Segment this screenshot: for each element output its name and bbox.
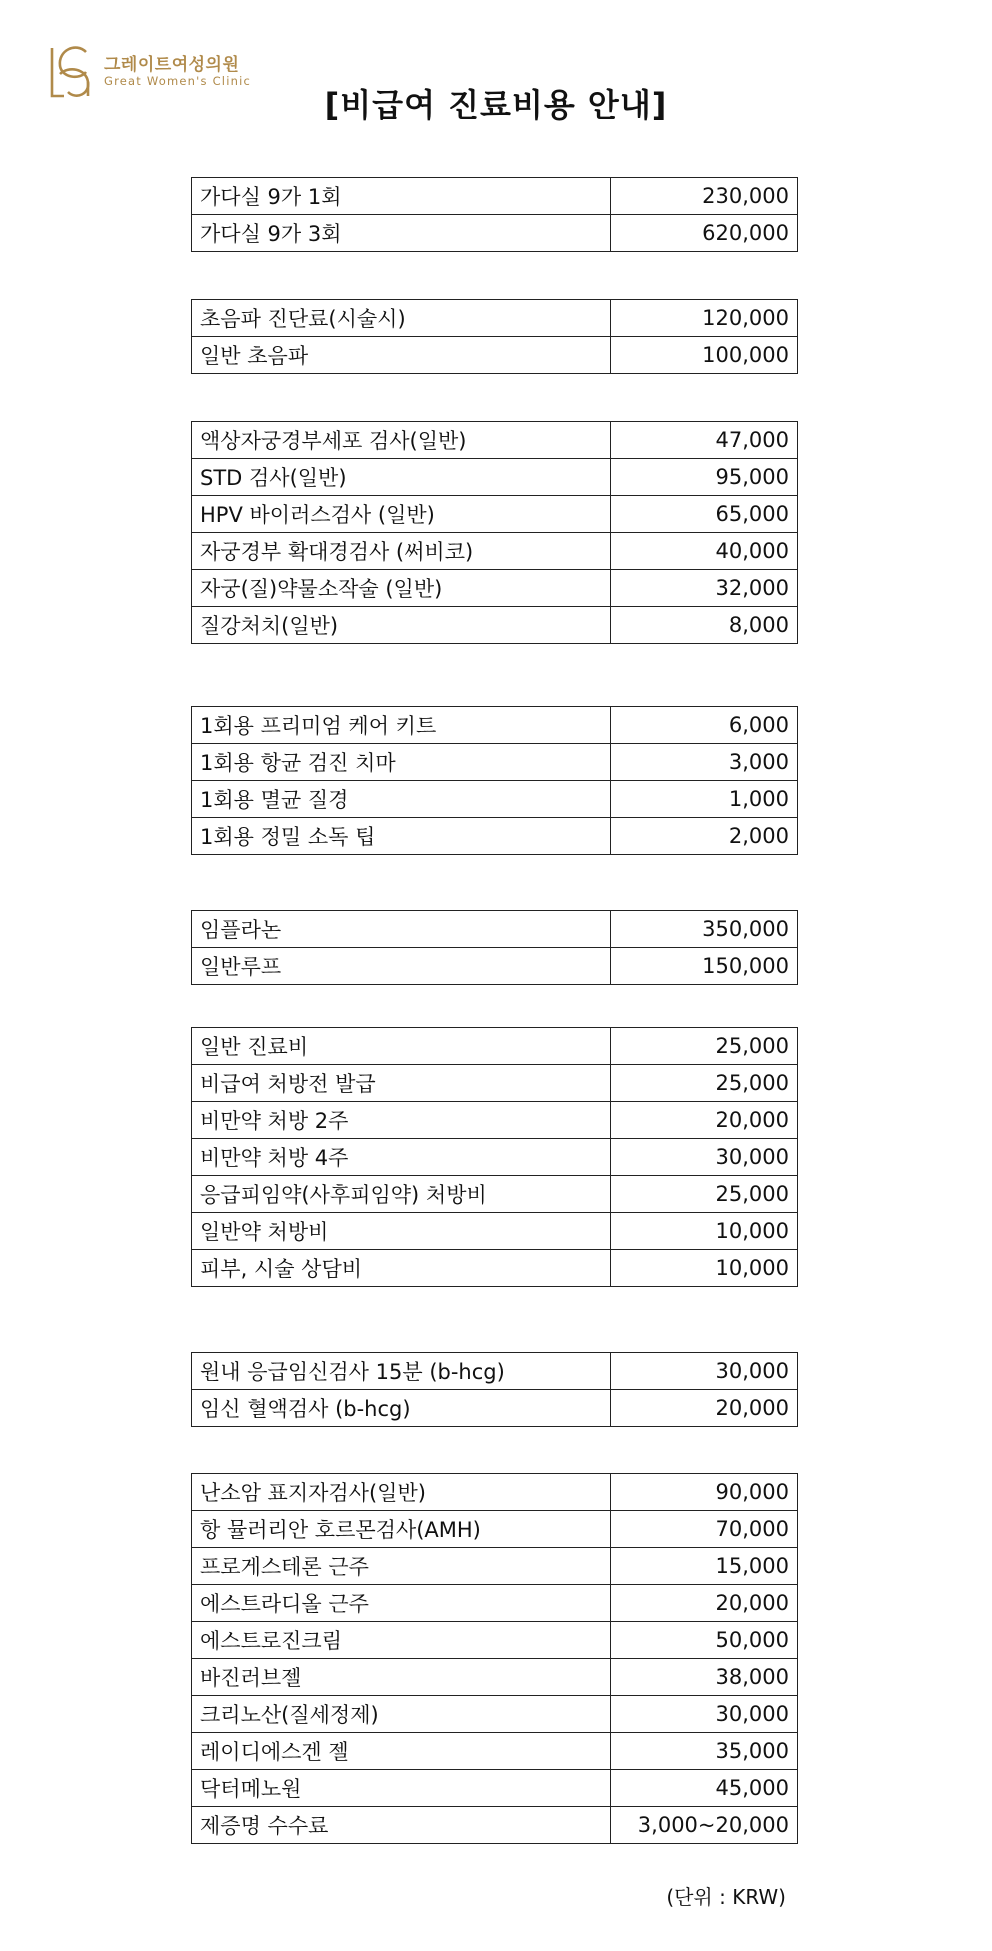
table-row: [192, 1548, 798, 1585]
table-row: [192, 911, 798, 948]
service-price: 20,000: [611, 1585, 798, 1622]
service-name: 1회용 프리미엄 케어 키트: [192, 707, 611, 744]
logo-name-en: Great Women's Clinic: [104, 74, 252, 88]
table-row: [192, 1659, 798, 1696]
service-name: 질강처치(일반): [192, 607, 611, 644]
service-name: 1회용 멸균 질경: [192, 781, 611, 818]
service-name: 자궁(질)약물소작술 (일반): [192, 570, 611, 607]
service-price: 15,000: [611, 1548, 798, 1585]
table-row: [192, 496, 798, 533]
service-name: STD 검사(일반): [192, 459, 611, 496]
service-price: 20,000: [611, 1102, 798, 1139]
table-row: [192, 1102, 798, 1139]
service-name: 항 뮬러리안 호르몬검사(AMH): [192, 1511, 611, 1548]
service-price: 90,000: [611, 1474, 798, 1511]
service-name: 크리노산(질세정제): [192, 1696, 611, 1733]
table-row: [192, 1696, 798, 1733]
service-price: 3,000: [611, 744, 798, 781]
service-price: 120,000: [611, 300, 798, 337]
service-price: 32,000: [611, 570, 798, 607]
service-name: 비만약 처방 4주: [192, 1139, 611, 1176]
service-price: 35,000: [611, 1733, 798, 1770]
table-row: [192, 1511, 798, 1548]
service-name: HPV 바이러스검사 (일반): [192, 496, 611, 533]
table-row: [192, 337, 798, 374]
table-row: [192, 948, 798, 985]
service-name: 일반루프: [192, 948, 611, 985]
table-row: [192, 818, 798, 855]
service-name: 비급여 처방전 발급: [192, 1065, 611, 1102]
service-price: 2,000: [611, 818, 798, 855]
price-table-group: [191, 1027, 798, 1287]
table-row: [192, 707, 798, 744]
service-name: 원내 응급임신검사 15분 (b-hcg): [192, 1353, 611, 1390]
service-price: 25,000: [611, 1028, 798, 1065]
table-row: [192, 422, 798, 459]
service-name: 임신 혈액검사 (b-hcg): [192, 1390, 611, 1427]
service-price: 8,000: [611, 607, 798, 644]
service-price: 1,000: [611, 781, 798, 818]
service-name: 제증명 수수료: [192, 1807, 611, 1844]
service-name: 바진러브젤: [192, 1659, 611, 1696]
table-row: [192, 1065, 798, 1102]
service-name: 초음파 진단료(시술시): [192, 300, 611, 337]
page-title: [비급여 진료비용 안내]: [324, 86, 668, 124]
service-price: 30,000: [611, 1353, 798, 1390]
service-price: 350,000: [611, 911, 798, 948]
service-price: 95,000: [611, 459, 798, 496]
service-name: 닥터메노원: [192, 1770, 611, 1807]
service-name: 1회용 정밀 소독 팁: [192, 818, 611, 855]
table-row: [192, 300, 798, 337]
table-row: [192, 1139, 798, 1176]
table-row: [192, 781, 798, 818]
service-name: 레이디에스겐 젤: [192, 1733, 611, 1770]
service-price: 25,000: [611, 1065, 798, 1102]
table-row: [192, 607, 798, 644]
service-price: 25,000: [611, 1176, 798, 1213]
price-table-group: [191, 1352, 798, 1427]
service-price: 3,000~20,000: [611, 1807, 798, 1844]
table-row: [192, 1622, 798, 1659]
table-row: [192, 744, 798, 781]
table-row: [192, 1733, 798, 1770]
table-row: [192, 215, 798, 252]
price-table-group: [191, 299, 798, 374]
service-price: 38,000: [611, 1659, 798, 1696]
service-price: 30,000: [611, 1696, 798, 1733]
table-row: [192, 178, 798, 215]
table-row: [192, 1390, 798, 1427]
price-table-group: [191, 421, 798, 644]
service-name: 1회용 항균 검진 치마: [192, 744, 611, 781]
table-row: [192, 1474, 798, 1511]
service-price: 70,000: [611, 1511, 798, 1548]
table-row: [192, 533, 798, 570]
table-row: [192, 1250, 798, 1287]
service-name: 자궁경부 확대경검사 (써비코): [192, 533, 611, 570]
service-price: 100,000: [611, 337, 798, 374]
service-price: 6,000: [611, 707, 798, 744]
table-row: [192, 1213, 798, 1250]
table-row: [192, 1585, 798, 1622]
table-row: [192, 1807, 798, 1844]
service-name: 일반약 처방비: [192, 1213, 611, 1250]
service-name: 응급피임약(사후피임약) 처방비: [192, 1176, 611, 1213]
service-name: 임플라논: [192, 911, 611, 948]
service-name: 일반 초음파: [192, 337, 611, 374]
service-name: 가다실 9가 1회: [192, 178, 611, 215]
service-name: 피부, 시술 상담비: [192, 1250, 611, 1287]
service-name: 액상자궁경부세포 검사(일반): [192, 422, 611, 459]
service-price: 10,000: [611, 1250, 798, 1287]
service-price: 20,000: [611, 1390, 798, 1427]
table-row: [192, 1176, 798, 1213]
service-price: 150,000: [611, 948, 798, 985]
service-price: 45,000: [611, 1770, 798, 1807]
price-table-group: [191, 1473, 798, 1844]
service-price: 620,000: [611, 215, 798, 252]
service-price: 230,000: [611, 178, 798, 215]
unit-note: (단위 : KRW): [666, 1885, 786, 1909]
service-name: 일반 진료비: [192, 1028, 611, 1065]
service-name: 프로게스테론 근주: [192, 1548, 611, 1585]
service-price: 30,000: [611, 1139, 798, 1176]
service-name: 비만약 처방 2주: [192, 1102, 611, 1139]
service-name: 에스트로진크림: [192, 1622, 611, 1659]
service-price: 40,000: [611, 533, 798, 570]
price-table-group: [191, 910, 798, 985]
table-row: [192, 1353, 798, 1390]
service-name: 에스트라디올 근주: [192, 1585, 611, 1622]
service-price: 50,000: [611, 1622, 798, 1659]
table-row: [192, 1028, 798, 1065]
price-table-group: [191, 177, 798, 252]
table-row: [192, 459, 798, 496]
table-row: [192, 1770, 798, 1807]
service-price: 47,000: [611, 422, 798, 459]
logo-name-ko: 그레이트여성의원: [104, 55, 240, 75]
service-name: 난소암 표지자검사(일반): [192, 1474, 611, 1511]
service-price: 65,000: [611, 496, 798, 533]
price-table-group: [191, 706, 798, 855]
table-row: [192, 570, 798, 607]
service-price: 10,000: [611, 1213, 798, 1250]
service-name: 가다실 9가 3회: [192, 215, 611, 252]
